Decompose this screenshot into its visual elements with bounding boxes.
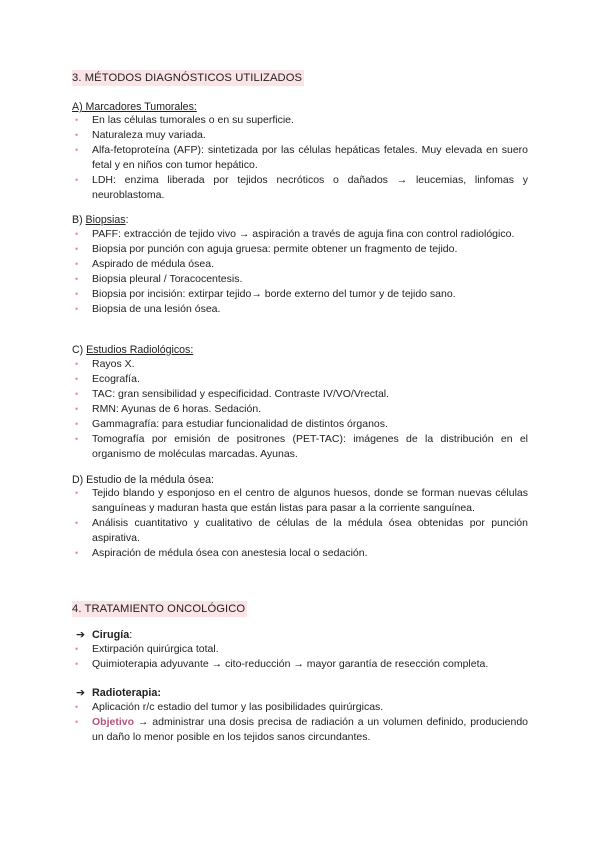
subsection-c-heading [72,343,193,357]
subsection-c-prefix: C) [72,344,87,356]
list-item: • Biopsia de una lesión ósea. [72,302,528,317]
list-item: • Gammagrafía: para estudiar funcionalidad de distintos órganos. [72,417,528,432]
arrow-right-icon: ➔ [76,687,86,699]
objetivo-label: Objetivo [92,716,135,728]
subsection-c-list [72,357,528,462]
list-item: • Alfa-fetoproteína (AFP): sintetizada por las células hepáticas fetales. Muy elevada en suero fetal y en niños con tumor hepático. [72,143,528,173]
subsection-a-heading [72,100,197,114]
list-item: • Naturaleza muy variada. [72,128,528,143]
list-item: • Rayos X. [72,357,528,372]
subsection-d-list [72,486,528,561]
subsection-c-title: Estudios Radiológicos: [86,344,194,356]
section-3-title: 3. MÉTODOS DIAGNÓSTICOS UTILIZADOS [72,72,303,84]
cirugia-suffix: : [129,629,133,641]
cirugia-title: Cirugía [92,629,130,641]
list-item: • Aspiración de médula ósea con anestesia local o sedación. [72,546,528,561]
list-item: • Análisis cuantitativo y cualitativo de células de la médula ósea obtenidas por punción aspirativa. [72,516,528,546]
list-item: • TAC: gran sensibilidad y especificidad. Contraste IV/VO/Vrectal. [72,387,528,402]
list-item-objetivo [72,715,528,745]
list-item: • Biopsia por punción con aguja gruesa: permite obtener un fragmento de tejido. [72,242,528,257]
subsection-b-list [72,227,528,317]
subsection-b-suffix: : [125,214,129,226]
list-item: • Aplicación r/c estadio del tumor y las posibilidades quirúrgicas. [72,700,528,715]
list-item: • Quimioterapia adyuvante → cito-reducción → mayor garantía de resección completa. [72,657,528,672]
subsection-b-heading [72,213,129,227]
list-item: • Biopsia por incisión: extirpar tejido→ borde externo del tumor y de tejido sano. [72,287,528,302]
subsection-a-list [72,113,528,203]
section-4-title: 4. TRATAMIENTO ONCOLÓGICO [72,603,246,615]
cirugia-list [72,642,528,672]
subsection-b-prefix: B) [72,214,86,226]
objetivo-text: → administrar una dosis precisa de radiación a un volumen definido, produciendo un daño lo menor posible en los tejidos sanos circundantes. [92,716,528,743]
list-item: • Tomografía por emisión de positrones (PET-TAC): imágenes de la distribución en el organismo de moléculas marcadas. Ayunas. [72,432,528,462]
arrow-right-icon: ➔ [76,629,86,641]
list-item: • PAFF: extracción de tejido vivo → aspiración a través de aguja fina con control radiológico. [72,227,528,242]
list-item: • RMN: Ayunas de 6 horas. Sedación. [72,402,528,417]
list-item: • Extirpación quirúrgica total. [72,642,528,657]
list-item: • Biopsia pleural / Toracocentesis. [72,272,528,287]
list-item: • Ecografía. [72,372,528,387]
radioterapia-list [72,700,528,745]
list-item: • LDH: enzima liberada por tejidos necróticos o dañados → leucemias, linfomas y neuroblastoma. [72,173,528,203]
cirugia-heading [76,628,132,642]
subsection-a-heading-text: A) Marcadores Tumorales: [72,101,197,113]
list-item: • En las células tumorales o en su superficie. [72,113,528,128]
list-item: • Tejido blando y esponjoso en el centro de algunos huesos, donde se forman nuevas células sanguíneas y maduran hasta que están listas para pasar a la corriente sanguínea. [72,486,528,516]
radioterapia-heading [76,686,161,700]
subsection-b-title: Biopsias [85,214,126,226]
radioterapia-title: Radioterapia: [92,687,161,699]
list-item: • Aspirado de médula ósea. [72,257,528,272]
subsection-d-heading: D) Estudio de la médula ósea: [72,474,214,486]
